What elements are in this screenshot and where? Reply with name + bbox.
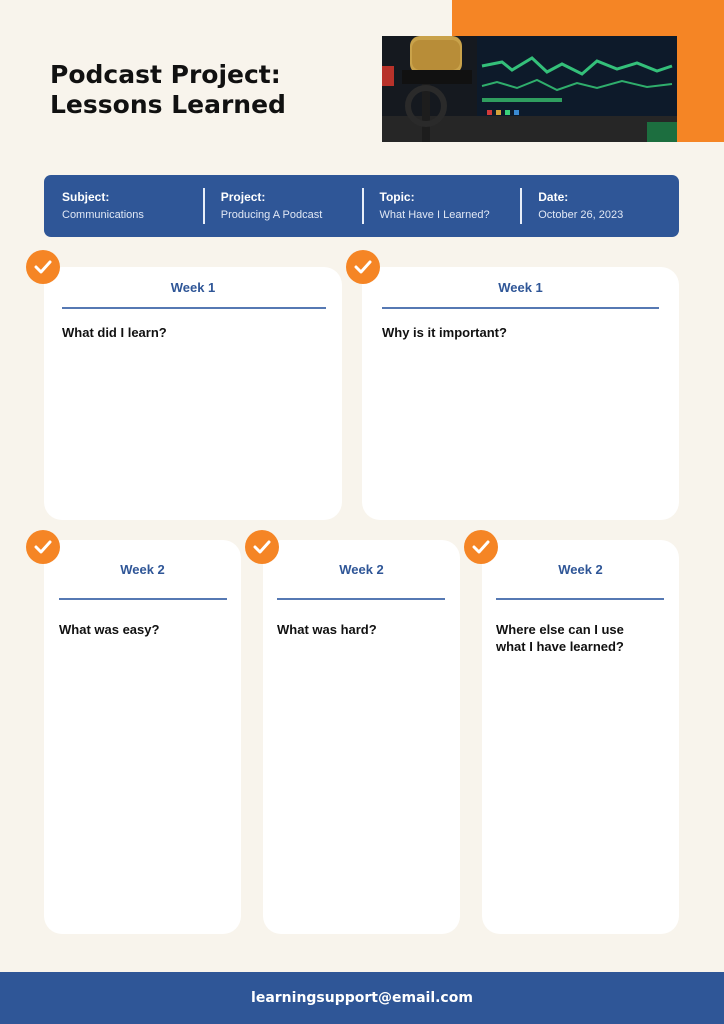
card-divider	[59, 598, 227, 600]
page-title-line-2: Lessons Learned	[50, 90, 286, 119]
card-question: Why is it important?	[382, 325, 507, 340]
checkmark-icon	[346, 250, 380, 284]
card-week-label: Week 2	[558, 562, 603, 577]
card-week-label: Week 2	[339, 562, 384, 577]
card-question: What was easy?	[59, 622, 160, 637]
microphone-photo	[382, 36, 677, 142]
checkmark-icon	[26, 250, 60, 284]
info-project	[203, 175, 362, 237]
info-subject	[44, 175, 203, 237]
info-subject-value: Communications	[62, 209, 144, 221]
page-title-line-1: Podcast Project:	[50, 60, 281, 89]
info-date-label: Date:	[538, 190, 569, 204]
card-week1-learn[interactable]	[44, 267, 342, 520]
card-week2-hard[interactable]	[263, 540, 460, 934]
card-divider	[382, 307, 659, 309]
card-week2-use-elsewhere[interactable]	[482, 540, 679, 934]
info-date-value: October 26, 2023	[538, 209, 624, 221]
info-subject-label: Subject:	[62, 190, 110, 204]
info-project-label: Project:	[220, 190, 266, 204]
info-topic	[362, 175, 521, 237]
footer-email-link[interactable]: learningsupport@email.com	[251, 990, 473, 1006]
card-question: What did I learn?	[62, 325, 167, 340]
card-week2-easy[interactable]	[44, 540, 241, 934]
footer	[0, 972, 724, 1024]
info-date	[520, 175, 679, 237]
card-week-label: Week 2	[120, 562, 165, 577]
info-topic-value: What Have I Learned?	[379, 209, 490, 221]
card-week-label: Week 1	[170, 280, 216, 295]
card-question: What was hard?	[277, 622, 377, 637]
checkmark-icon	[26, 530, 60, 564]
info-topic-label: Topic:	[379, 190, 415, 204]
card-divider	[277, 598, 445, 600]
info-project-value: Producing A Podcast	[220, 209, 323, 221]
card-question: Where else can I use what I have learned?	[496, 622, 624, 654]
checkmark-icon	[245, 530, 279, 564]
card-divider	[496, 598, 664, 600]
page-title	[50, 60, 370, 120]
card-week-label: Week 1	[498, 280, 543, 295]
card-divider	[62, 307, 326, 309]
card-week1-important[interactable]	[362, 267, 679, 520]
info-bar	[44, 175, 679, 237]
checkmark-icon	[464, 530, 498, 564]
